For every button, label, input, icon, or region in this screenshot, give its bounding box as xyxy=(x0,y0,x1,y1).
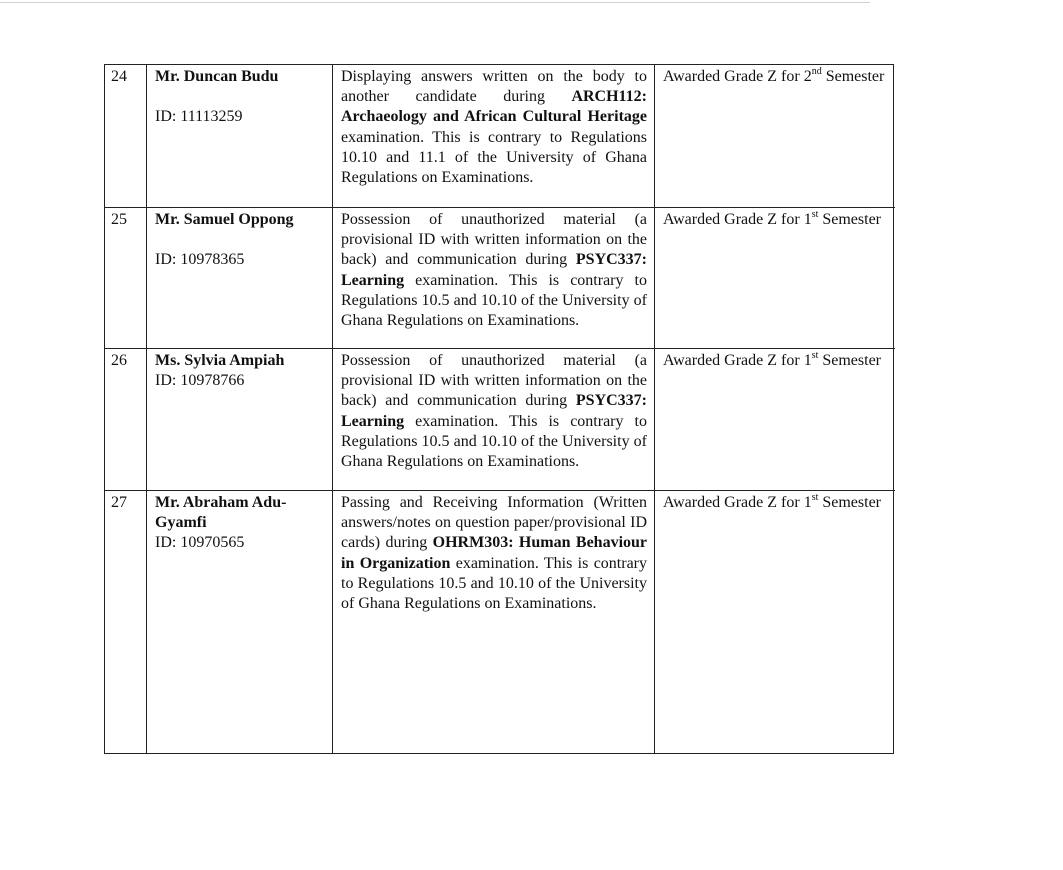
offence-text xyxy=(341,493,647,614)
offence-cell xyxy=(333,349,655,490)
penalty-text-post: Semester xyxy=(818,352,882,369)
student-id: ID: 10978766 xyxy=(155,372,245,389)
row-number: 27 xyxy=(111,494,127,511)
student-cell xyxy=(147,65,333,207)
course-title: ARCH112: Archaeology and African Cultural Heritage xyxy=(341,88,647,126)
student-cell xyxy=(147,208,333,348)
offence-text-post: examination. This is contrary to Regulations 10.5 and 10.10 of the University of Ghana Regulations on Examinations. xyxy=(341,554,648,613)
student-name: Ms. Sylvia Ampiah xyxy=(155,352,285,369)
student-id: ID: 10970565 xyxy=(155,534,245,551)
offence-text xyxy=(341,67,647,188)
penalty-text xyxy=(663,210,1063,230)
penalty-text-pre: Awarded Grade Z for 1 xyxy=(663,494,812,511)
course-title: PSYC337: Learning xyxy=(341,392,647,430)
penalty-cell xyxy=(655,491,895,753)
offence-cell xyxy=(333,65,655,207)
course-title: OHRM303: Human Behaviour in Organization xyxy=(341,534,648,572)
penalty-cell xyxy=(655,349,895,490)
penalty-cell xyxy=(655,65,895,207)
student-cell xyxy=(147,491,333,753)
student-name: Mr. Samuel Oppong xyxy=(155,211,294,228)
row-number-cell xyxy=(105,208,147,348)
penalty-ordinal: st xyxy=(811,208,819,220)
table-row xyxy=(105,349,895,491)
penalty-text-pre: Awarded Grade Z for 1 xyxy=(663,211,812,228)
penalty-text xyxy=(663,493,1063,513)
page-top-rule xyxy=(0,2,870,3)
penalty-text-post: Semester xyxy=(818,211,882,228)
student-id: ID: 10978365 xyxy=(155,251,245,268)
row-number-cell xyxy=(105,349,147,490)
row-number-cell xyxy=(105,491,147,753)
offence-text-post: examination. This is contrary to Regulations 10.10 and 11.1 of the University of Ghana Regulations on Examinations. xyxy=(341,128,647,187)
table-row xyxy=(105,491,895,753)
row-number-cell xyxy=(105,65,147,207)
student-id: ID: 11113259 xyxy=(155,108,243,125)
penalty-ordinal: st xyxy=(811,349,819,361)
offence-text-post: examination. This is contrary to Regulations 10.5 and 10.10 of the University of Ghana Regulations on Examinations. xyxy=(341,271,647,330)
offence-text-pre: Possession of unauthorized material (a provisional ID with written information on the back) and communication during xyxy=(341,211,647,269)
penalty-ordinal: st xyxy=(811,491,819,503)
student-cell xyxy=(147,349,333,490)
penalty-ordinal: nd xyxy=(811,65,822,77)
offence-cell xyxy=(333,491,655,753)
offence-text-pre: Displaying answers written on the body to another candidate during xyxy=(341,68,647,106)
offence-text xyxy=(341,351,647,472)
offence-text-post: examination. This is contrary to Regulations 10.5 and 10.10 of the University of Ghana Regulations on Examinations. xyxy=(341,412,647,471)
penalty-cell xyxy=(655,208,895,348)
penalty-text xyxy=(663,67,1063,87)
row-number: 26 xyxy=(111,352,127,369)
course-title: PSYC337: Learning xyxy=(341,251,647,289)
disciplinary-table xyxy=(104,64,894,754)
offence-text-pre: Passing and Receiving Information (Written answers/notes on question paper/provisional ID cards) during xyxy=(341,494,647,552)
table-row xyxy=(105,208,895,349)
penalty-text-post: Semester xyxy=(818,494,882,511)
offence-text xyxy=(341,210,647,331)
offence-text-pre: Possession of unauthorized material (a provisional ID with written information on the back) and communication during xyxy=(341,352,647,410)
row-number: 25 xyxy=(111,211,127,228)
student-name: Mr. Duncan Budu xyxy=(155,68,279,85)
penalty-text-pre: Awarded Grade Z for 2 xyxy=(663,68,812,85)
offence-cell xyxy=(333,208,655,348)
penalty-text-pre: Awarded Grade Z for 1 xyxy=(663,352,812,369)
penalty-text-post: Semester xyxy=(821,68,885,85)
row-number: 24 xyxy=(111,68,127,85)
table-row xyxy=(105,65,895,208)
student-name: Mr. Abraham Adu-Gyamfi xyxy=(155,494,287,531)
penalty-text xyxy=(663,351,1063,371)
